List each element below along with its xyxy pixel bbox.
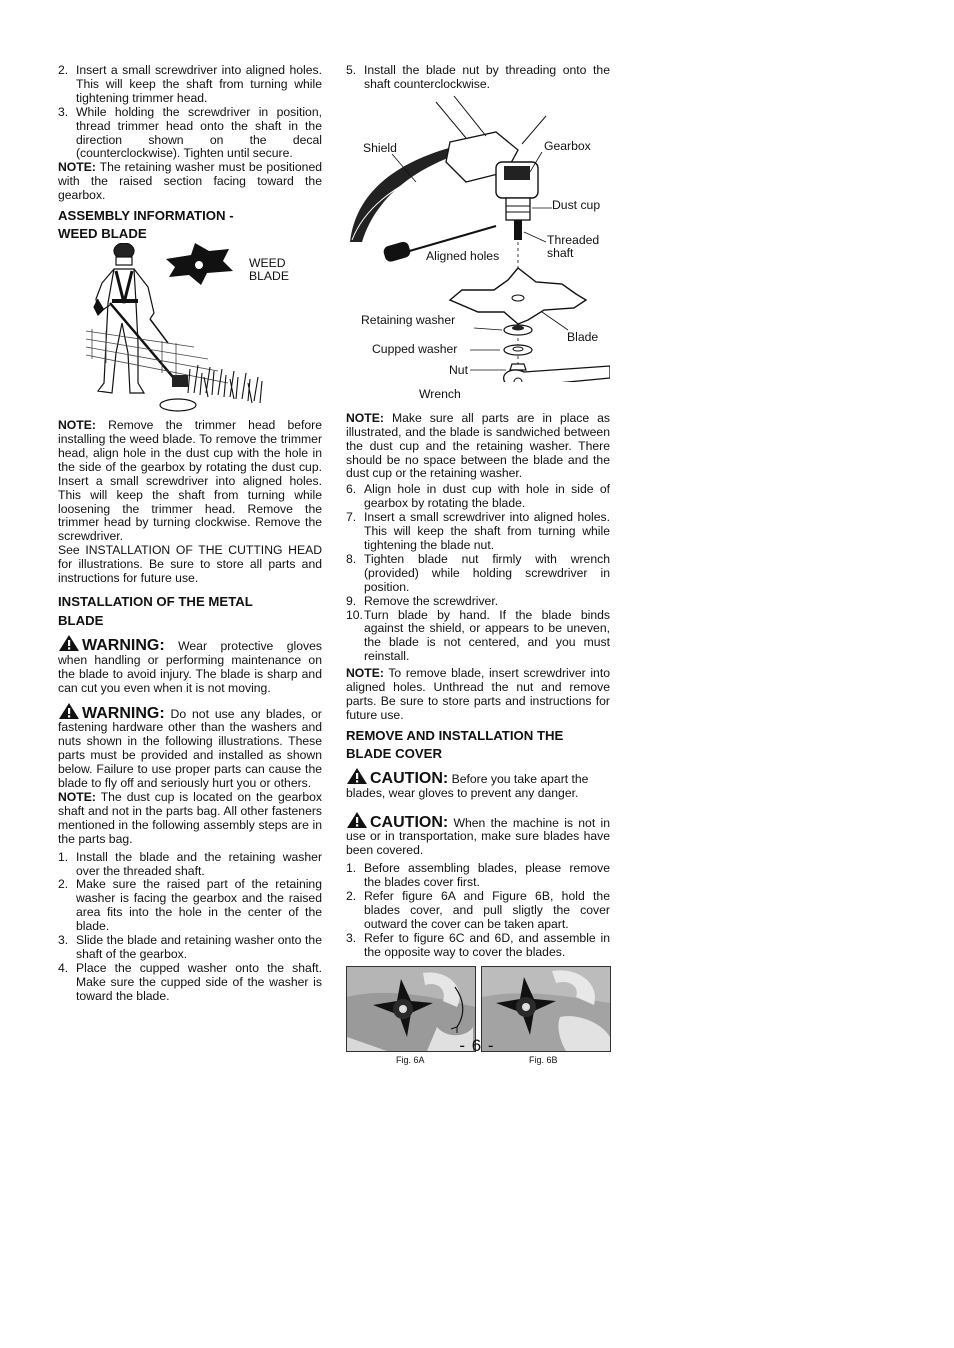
list-item: 5. Install the blade nut by threading onto the shaft counterclockwise. (346, 63, 610, 91)
list-item: 3. Refer to figure 6C and 6D, and assemble in the opposite way to cover the blades. (346, 930, 610, 959)
list-item: 4. Place the cupped washer onto the shaft. Make sure the cupped side of the washer is toward the blade. (58, 960, 322, 1003)
heading-weed-blade: ASSEMBLY INFORMATION - WEED BLADE (58, 208, 234, 242)
gearbox-label: Gearbox (544, 138, 591, 153)
list-item: 1. Before assembling blades, please remove the blades cover first. (346, 861, 610, 890)
retaining-washer-label: Retaining washer (361, 312, 456, 327)
weed-blade-label: WEED BLADE (249, 256, 289, 284)
list-item: 8. Tighten blade nut firmly with wrench (provided) while holding screwdriver in position. (346, 551, 610, 594)
figure-6a-caption: Fig. 6A (396, 1054, 425, 1065)
list-item: 6. Align hole in dust cup with hole in side of gearbox by rotating the blade. (346, 482, 610, 511)
list-item: 7. Insert a small screwdriver into aligned holes. This will keep the shaft from turning while tightening the blade nut. (346, 510, 610, 552)
list-item: 1. Install the blade and the retaining washer over the threaded shaft. (58, 849, 322, 878)
list-item: 10. Turn blade by hand. If the blade binds against the shield, or appears to be uneven, the blade is not centered, and you must reinstall. (346, 607, 610, 664)
see-installation-text: See INSTALLATION OF THE CUTTING HEAD for illustrations. Be sure to store all parts and instructions for future use. (58, 543, 322, 586)
heading-blade-cover: REMOVE AND INSTALLATION THE BLADE COVER (346, 727, 564, 761)
list-item: 2. Refer figure 6A and Figure 6B, hold the blades cover, and pull sligtly the cover outward the cover can be taken apart. (346, 889, 610, 931)
weed-blade-illustration (58, 243, 322, 419)
page-number: - 6 - (459, 1036, 495, 1055)
caution-triangle-icon (346, 767, 368, 785)
left-column (58, 64, 322, 1004)
note-parts-in-place: NOTE: Make sure all parts are in place as illustrated, and the blade is sandwiched between the dust cup and the retaining washer. There should be no space between the blade and the dust cup or the retaining washer. (346, 410, 610, 481)
caution-triangle-icon (346, 811, 368, 829)
list-item: 2. Insert a small screwdriver into aligned holes. This will keep the shaft from turning while tightening trimmer head. (58, 63, 322, 105)
note-remove-trimmer-head: NOTE: Remove the trimmer head before installing the weed blade. To remove the trimmer head, align hole in the dust cup with the hole in the side of the gearbox by rotating the dust cup. Insert a small screwdriver into aligned holes. This will keep the shaft from turning while loosening the trimmer head. Remove the trimmer head by turning clockwise. Remove the screwdriver. (58, 418, 322, 544)
warning-triangle-icon (58, 702, 80, 720)
wrench-label: Wrench (419, 386, 461, 401)
blade-assembly-diagram (346, 92, 610, 401)
warning-parts: WARNING: Do not use any blades, or fastening hardware other than the washers and nuts shown in the following illustrations. These parts must be provided and installed as shown below. Failure to use proper parts can cause the blade to fly off and seriously hurt you or others. (58, 702, 322, 791)
blade-label: Blade (567, 329, 599, 344)
aligned-holes-label: Aligned holes (426, 248, 500, 263)
threaded-shaft-label: Threaded shaft (547, 232, 600, 260)
list-item: 3. Slide the blade and retaining washer onto the shaft of the gearbox. (58, 933, 322, 961)
note-dust-cup: NOTE: The dust cup is located on the gearbox shaft and not in the parts bag. All other fasteners mentioned in the following assembly steps are in the parts bag. (58, 790, 322, 846)
cupped-washer-label: Cupped washer (372, 341, 458, 356)
note-remove-blade: NOTE: To remove blade, insert screwdriver into aligned holes. Unthread the nut and remove parts. Be sure to store parts and instructions for future use. (346, 666, 610, 722)
warning-triangle-icon (58, 634, 80, 652)
figure-6b-caption: Fig. 6B (529, 1054, 558, 1065)
caution-transport: CAUTION: When the machine is not in use or in transportation, make sure blades have been covered. (346, 811, 610, 859)
list-item: 3. While holding the screwdriver in position, thread trimmer head onto the shaft in the direction shown on the decal (counterclockwise). Tighten until secure. (58, 104, 322, 161)
right-column (346, 64, 610, 1066)
warning-gloves: WARNING: Wear protective gloves when handling or performing maintenance on the blade to avoid injury. The blade is sharp and can cut you even when it is not moving. (58, 634, 322, 696)
shield-label: Shield (363, 140, 397, 155)
nut-label: Nut (449, 362, 468, 377)
caution-gloves: CAUTION: Before you take apart the blades, wear gloves to prevent any danger. (346, 767, 610, 801)
list-item: 2. Make sure the raised part of the retaining washer is facing the gearbox and the raised area fits into the hole in the center of the blade. (58, 877, 322, 934)
dust-cup-label: Dust cup (552, 197, 601, 212)
heading-metal-blade: INSTALLATION OF THE METAL BLADE (58, 593, 253, 628)
list-item: 9. Remove the screwdriver. (346, 593, 499, 608)
note-retaining-washer: NOTE: The retaining washer must be positioned with the raised section facing toward the gearbox. (58, 160, 322, 203)
